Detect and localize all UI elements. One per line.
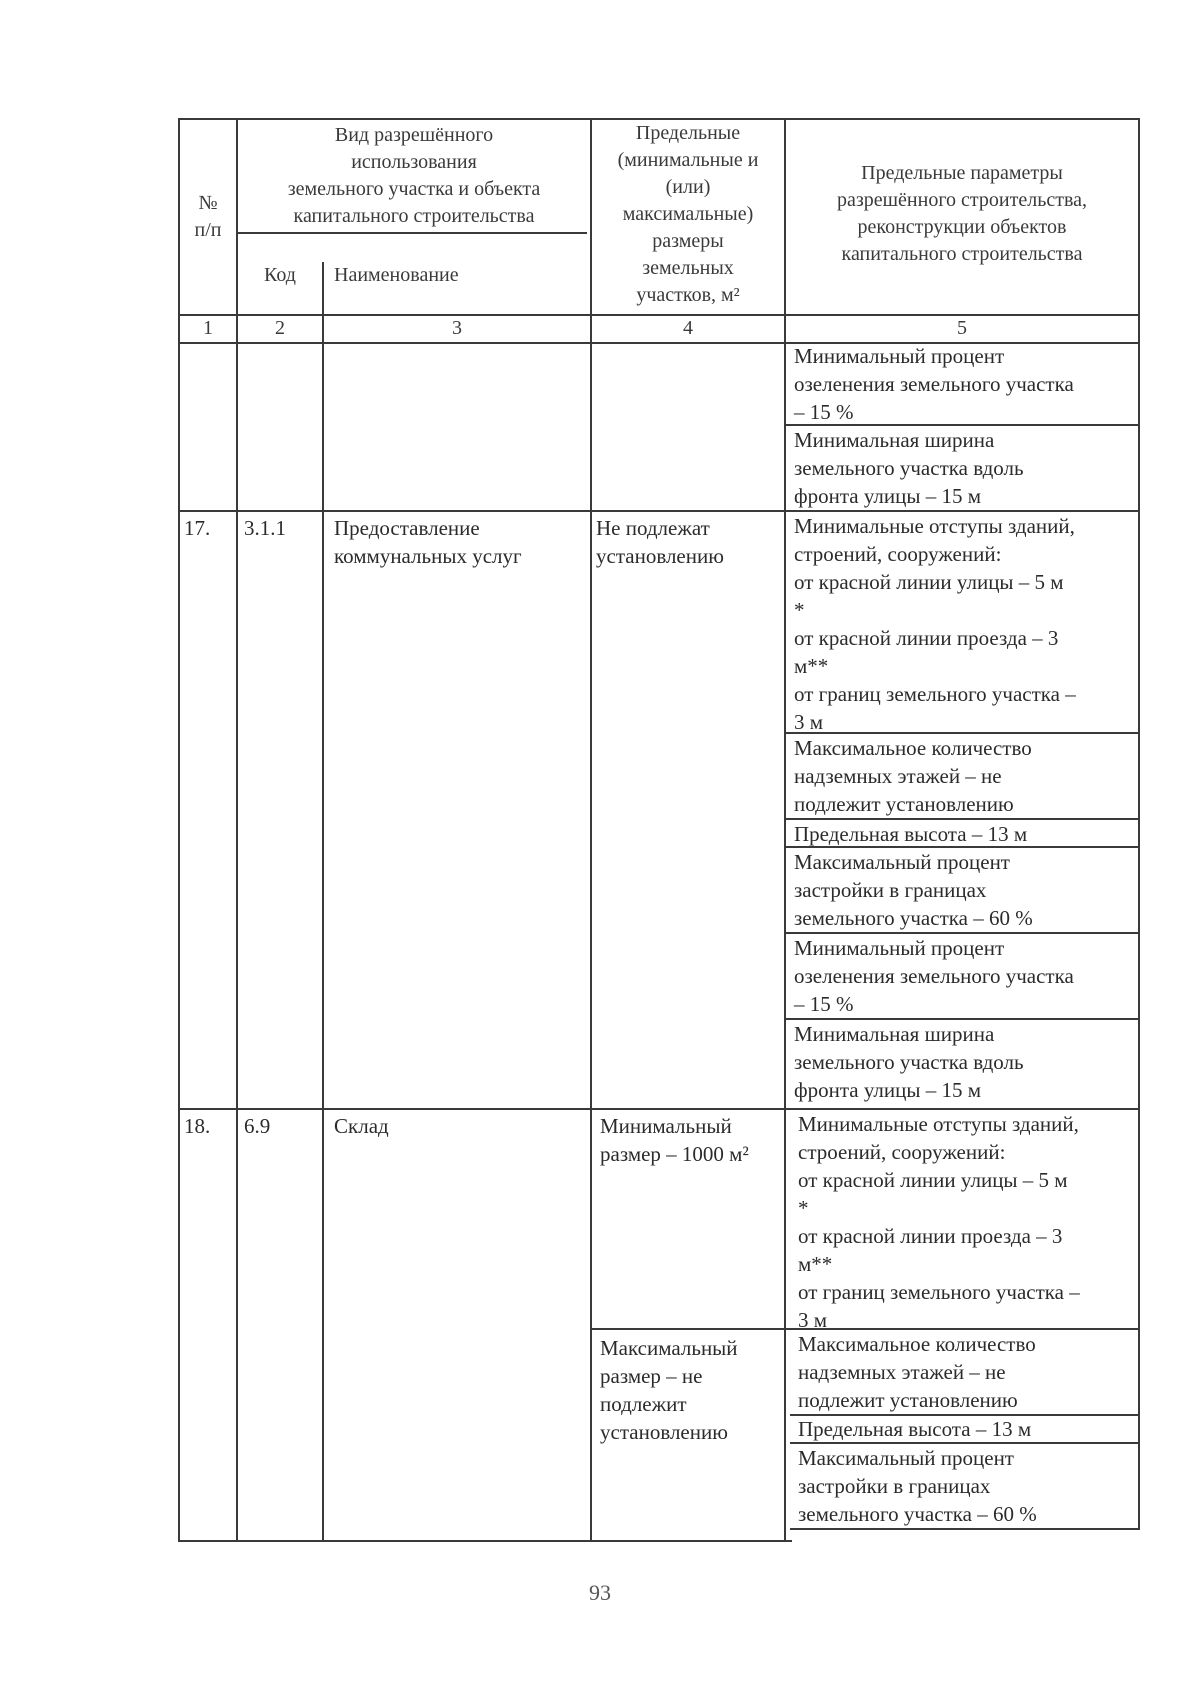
row17-plot-size: Не подлежат установлению — [596, 516, 724, 568]
header-num: № п/п — [194, 192, 222, 241]
col-number-1: 1 — [203, 317, 213, 339]
table-right-border — [1138, 118, 1140, 1530]
row18-param-height: Предельная высота – 13 м — [798, 1417, 1032, 1441]
col-number-5: 5 — [957, 317, 967, 339]
col-divider-2 — [322, 262, 324, 1542]
page-number: 93 — [589, 1580, 611, 1605]
header-name: Наименование — [334, 264, 459, 286]
row17-param-green-percent: Минимальный процент озеленения земельного участка – 15 % — [794, 936, 1074, 1016]
row17-param-setbacks: Минимальные отступы зданий, строений, сооружений: от красной линии улицы – 5 м * от красной линии проезда – 3 м** от границ земельного участка – 3 м — [794, 514, 1076, 734]
row17-param-floors: Максимальное количество надземных этажей – не подлежит установлению — [794, 736, 1032, 816]
cont-param-green-percent: Минимальный процент озеленения земельного участка – 15 % — [794, 344, 1074, 424]
col-number-4: 4 — [683, 317, 693, 339]
row17-number: 17. — [184, 516, 211, 540]
row18-number: 18. — [184, 1114, 211, 1138]
row18-param-floors: Максимальное количество надземных этажей – не подлежит установлению — [798, 1332, 1036, 1412]
row18-code: 6.9 — [244, 1114, 271, 1138]
row18-param-build-percent: Максимальный процент застройки в границах земельного участка – 60 % — [798, 1446, 1037, 1526]
row18-max-size: Максимальный размер – не подлежит установлению — [600, 1336, 738, 1444]
row17-param-build-percent: Максимальный процент застройки в границах земельного участка – 60 % — [794, 850, 1033, 930]
row18-param-setbacks: Минимальные отступы зданий, строений, сооружений: от красной линии улицы – 5 м * от красной линии проезда – 3 м** от границ земельного участка – 3 м — [798, 1112, 1080, 1332]
header-group-underline — [237, 232, 587, 234]
row17-name: Предоставление коммунальных услуг — [334, 516, 522, 568]
header-plot-sizes: Предельные (минимальные и (или) максимальные) размеры земельных участков, м² — [617, 122, 759, 306]
col-number-2: 2 — [275, 317, 285, 339]
header-permitted-use: Вид разрешённого использования земельного участка и объекта капитального строительства — [287, 124, 541, 227]
col-number-3: 3 — [452, 317, 462, 339]
table-bottom-border — [178, 1540, 792, 1542]
row18-name: Склад — [334, 1114, 389, 1138]
row17-code: 3.1.1 — [244, 516, 286, 540]
row18-param-bottom — [790, 1528, 1140, 1530]
header-code: Код — [264, 264, 296, 286]
row18-min-size: Минимальный размер – 1000 м² — [600, 1114, 749, 1166]
header-construction-params: Предельные параметры разрешённого строительства, реконструкции объектов капитального строительства — [837, 162, 1087, 265]
row17-param-min-width: Минимальная ширина земельного участка вдоль фронта улицы – 15 м — [794, 1022, 1024, 1102]
cont-param-min-width: Минимальная ширина земельного участка вдоль фронта улицы – 15 м — [794, 428, 1024, 508]
row17-param-height: Предельная высота – 13 м — [794, 822, 1028, 846]
